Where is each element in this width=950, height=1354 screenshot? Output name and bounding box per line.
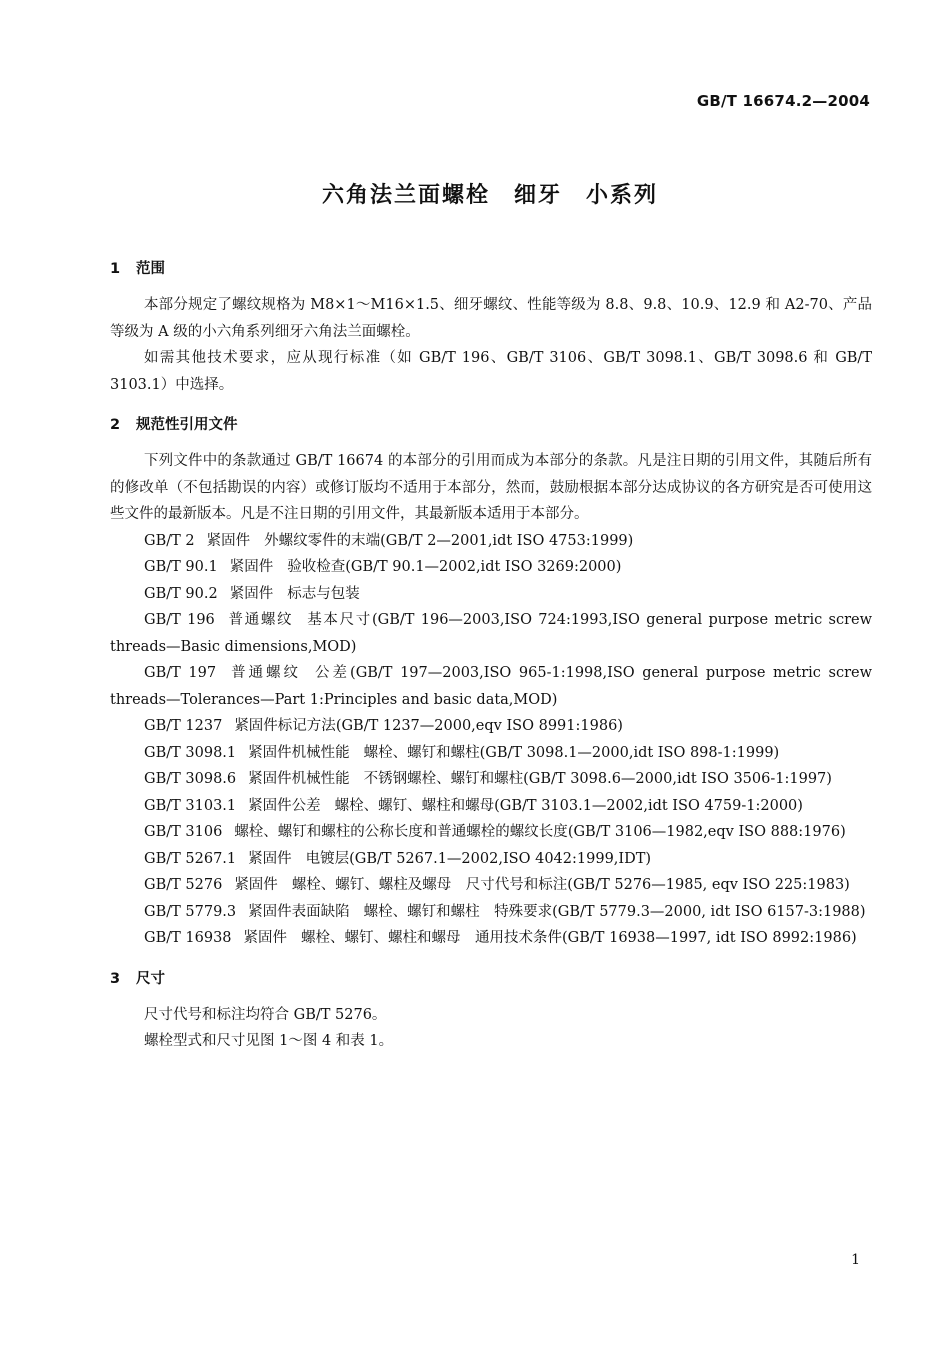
reference-detail: 基本尺寸(GB/T 196—2003,ISO 724:1993,ISO general purpose metric screw threads—Basic dimensions,MOD) xyxy=(110,612,872,655)
reference-detail: 不锈钢螺栓、螺钉和螺柱(GB/T 3098.6—2000,idt ISO 3506-1:1997) xyxy=(363,771,832,787)
reference-code: GB/T 3103.1 xyxy=(144,797,237,814)
reference-item xyxy=(110,660,872,713)
section-2-heading xyxy=(110,412,872,438)
paragraph: 本部分规定了螺纹规格为 M8×1～M16×1.5、细牙螺纹、性能等级为 8.8、9.8、10.9、12.9 和 A2-70、产品等级为 A 级的小六角系列细牙六角法兰面螺栓。 xyxy=(110,297,872,340)
reference-detail: 验收检查(GB/T 90.1—2002,idt ISO 3269:2000) xyxy=(287,559,622,575)
reference-name: 紧固件 xyxy=(234,877,278,893)
reference-name: 紧固件 xyxy=(243,930,288,946)
section-number: 3 xyxy=(110,970,121,987)
reference-list xyxy=(110,528,872,952)
reference-name: 紧固件标记方法 xyxy=(234,718,336,734)
paragraph: 尺寸代号和标注均符合 GB/T 5276。 xyxy=(144,1006,387,1023)
reference-item xyxy=(110,581,872,608)
reference-item xyxy=(110,766,872,793)
reference-detail: 螺栓、螺钉、螺柱及螺母 尺寸代号和标注(GB/T 5276—1985, eqv ISO 225:1983) xyxy=(291,877,850,893)
section-title: 尺寸 xyxy=(136,970,165,987)
reference-item xyxy=(110,713,872,740)
reference-code: GB/T 90.2 xyxy=(144,585,218,602)
reference-code: GB/T 2 xyxy=(144,532,195,549)
reference-code: GB/T 3106 xyxy=(144,824,223,840)
reference-code: GB/T 197 xyxy=(144,665,217,681)
reference-detail: 螺栓、螺钉和螺柱 特殊要求(GB/T 5779.3—2000, idt ISO 6157-3:1988) xyxy=(363,903,866,920)
reference-code: GB/T 1237 xyxy=(144,718,223,734)
document-body xyxy=(110,256,872,1055)
paragraph: 如需其他技术要求，应从现行标准（如 GB/T 196、GB/T 3106、GB/T 3098.1、GB/T 3098.6 和 GB/T 3103.1）中选择。 xyxy=(110,350,872,393)
reference-code: GB/T 5779.3 xyxy=(144,903,237,920)
reference-code: GB/T 3098.6 xyxy=(144,771,237,787)
reference-detail: 公差(GB/T 197—2003,ISO 965-1:1998,ISO general purpose metric screw threads—Tolerances—Part 1:Principles and basic data,MOD) xyxy=(110,665,872,708)
reference-name: 紧固件 xyxy=(229,585,274,602)
paragraph: 螺栓型式和尺寸见图 1～图 4 和表 1。 xyxy=(144,1033,394,1049)
reference-name: 紧固件 xyxy=(229,559,274,575)
page-number: 1 xyxy=(851,1252,860,1268)
reference-item xyxy=(110,607,872,660)
reference-name: 紧固件表面缺陷 xyxy=(248,903,350,920)
reference-code: GB/T 5276 xyxy=(144,877,223,893)
reference-item xyxy=(110,819,872,846)
section-number: 2 xyxy=(110,417,121,433)
reference-item xyxy=(110,793,872,820)
reference-detail: 外螺纹零件的末端(GB/T 2—2001,idt ISO 4753:1999) xyxy=(264,532,634,549)
document-title: 六角法兰面螺栓 细牙 小系列 xyxy=(321,183,658,208)
reference-name: 紧固件机械性能 xyxy=(248,744,350,761)
reference-item xyxy=(110,899,872,926)
section-title: 规范性引用文件 xyxy=(136,417,238,433)
reference-item xyxy=(110,925,872,952)
section-number: 1 xyxy=(110,261,121,277)
reference-name: 普通螺纹 xyxy=(226,612,294,628)
reference-detail: 螺栓、螺钉和螺柱(GB/T 3098.1—2000,idt ISO 898-1:1999) xyxy=(363,744,780,761)
reference-name: 紧固件 xyxy=(248,850,292,867)
reference-item xyxy=(110,554,872,581)
reference-detail: 标志与包装 xyxy=(287,585,360,602)
reference-name: 紧固件机械性能 xyxy=(248,771,350,787)
reference-name: 紧固件 xyxy=(206,532,251,549)
section-title: 范围 xyxy=(136,261,165,277)
reference-code: GB/T 5267.1 xyxy=(144,850,237,867)
reference-detail: 螺栓、螺钉、螺柱和螺母(GB/T 3103.1—2002,idt ISO 4759-1:2000) xyxy=(334,797,803,814)
reference-detail: 电镀层(GB/T 5267.1—2002,ISO 4042:1999,IDT) xyxy=(305,850,652,867)
reference-detail: (GB/T 1237—2000,eqv ISO 8991:1986) xyxy=(335,718,623,734)
reference-item xyxy=(110,528,872,555)
standard-code: GB/T 16674.2—2004 xyxy=(696,92,870,110)
reference-item xyxy=(110,740,872,767)
reference-detail: (GB/T 3106—1982,eqv ISO 888:1976) xyxy=(567,824,846,840)
reference-name: 螺栓、螺钉和螺柱的公称长度和普通螺栓的螺纹长度 xyxy=(234,824,568,840)
section-1-heading xyxy=(110,256,872,282)
reference-item xyxy=(110,846,872,873)
section-3-heading xyxy=(110,966,872,992)
reference-name: 普通螺纹 xyxy=(228,665,302,681)
paragraph: 下列文件中的条款通过 GB/T 16674 的本部分的引用而成为本部分的条款。凡是注日期的引用文件，其随后所有的修改单（不包括勘误的内容）或修订版均不适用于本部分，然而，鼓励根据本部分达成协议的各方研究是否可使用这些文件的最新版本。凡是不注日期的引用文件，其最新版本适用于本部分。 xyxy=(110,453,872,522)
reference-name: 紧固件公差 xyxy=(248,797,321,814)
reference-item xyxy=(110,872,872,899)
reference-code: GB/T 196 xyxy=(144,612,215,628)
reference-code: GB/T 16938 xyxy=(144,930,232,946)
reference-detail: 螺栓、螺钉、螺柱和螺母 通用技术条件(GB/T 16938—1997, idt ISO 8992:1986) xyxy=(301,930,857,946)
reference-code: GB/T 90.1 xyxy=(144,559,218,575)
reference-code: GB/T 3098.1 xyxy=(144,744,237,761)
